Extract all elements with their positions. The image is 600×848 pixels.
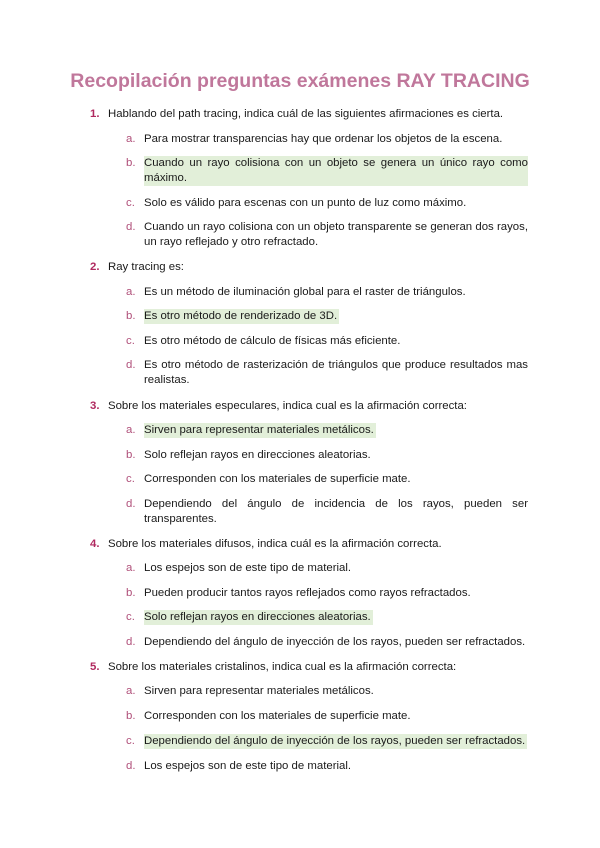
- question-text: Sobre los materiales especulares, indica cual es la afirmación correcta:: [108, 400, 467, 412]
- option-letter: b.: [126, 310, 136, 322]
- option-letter: a.: [126, 685, 136, 697]
- option-letter: d.: [126, 221, 136, 233]
- option-text: Corresponden con los materiales de superficie mate.: [144, 473, 411, 485]
- option-letter: d.: [126, 359, 136, 371]
- option-letter: a.: [126, 286, 136, 298]
- option-text: Dependiendo del ángulo de incidencia de los rayos, pueden ser transparentes.: [144, 498, 528, 525]
- option-letter: b.: [126, 587, 136, 599]
- option-letter: a.: [126, 424, 136, 436]
- option-letter: c.: [126, 473, 135, 485]
- option-text: Cuando un rayo colisiona con un objeto se genera un único rayo como máximo.: [144, 157, 528, 184]
- option-letter: d.: [126, 636, 136, 648]
- question-number: 2.: [90, 261, 100, 273]
- option-letter: a.: [126, 133, 136, 145]
- question-number: 3.: [90, 400, 100, 412]
- question-text: Ray tracing es:: [108, 261, 184, 273]
- option-letter: c.: [126, 335, 135, 347]
- option-text: Solo reflejan rayos en direcciones aleatorias.: [144, 611, 371, 623]
- option-letter: d.: [126, 760, 136, 772]
- option-text: Es un método de iluminación global para el raster de triángulos.: [144, 286, 466, 298]
- option-letter: b.: [126, 449, 136, 461]
- option-text: Cuando un rayo colisiona con un objeto transparente se generan dos rayos, un rayo reflejado y otro refractado.: [144, 221, 528, 248]
- option-letter: b.: [126, 710, 136, 722]
- option-text: Corresponden con los materiales de superficie mate.: [144, 710, 411, 722]
- page-title: Recopilación preguntas exámenes RAY TRACING: [70, 70, 530, 92]
- option-text: Solo es válido para escenas con un punto de luz como máximo.: [144, 197, 467, 209]
- option-text: Sirven para representar materiales metálicos.: [144, 424, 374, 436]
- option-letter: d.: [126, 498, 136, 510]
- option-text: Los espejos son de este tipo de material.: [144, 760, 352, 772]
- question-text: Sobre los materiales cristalinos, indica cual es la afirmación correcta:: [108, 661, 457, 673]
- option-text: Solo reflejan rayos en direcciones aleatorias.: [144, 449, 371, 461]
- option-letter: b.: [126, 157, 136, 169]
- option-text: Es otro método de cálculo de físicas más eficiente.: [144, 335, 401, 347]
- question-number: 1.: [90, 108, 100, 120]
- question-number: 4.: [90, 538, 100, 550]
- option-letter: c.: [126, 197, 135, 209]
- option-text: Es otro método de renderizado de 3D.: [144, 310, 338, 322]
- option-letter: c.: [126, 611, 135, 623]
- option-text: Para mostrar transparencias hay que ordenar los objetos de la escena.: [144, 133, 503, 145]
- option-text: Los espejos son de este tipo de material.: [144, 562, 352, 574]
- option-letter: a.: [126, 562, 136, 574]
- option-letter: c.: [126, 735, 135, 747]
- option-text: Dependiendo del ángulo de inyección de los rayos, pueden ser refractados.: [144, 636, 526, 648]
- question-number: 5.: [90, 661, 100, 673]
- option-text: Sirven para representar materiales metálicos.: [144, 685, 374, 697]
- option-text: Dependiendo del ángulo de inyección de los rayos, pueden ser refractados.: [144, 735, 526, 747]
- option-text: Pueden producir tantos rayos reflejados como rayos refractados.: [144, 587, 471, 599]
- option-text: Es otro método de rasterización de triángulos que produce resultados mas realistas.: [144, 359, 528, 386]
- question-text: Sobre los materiales difusos, indica cuál es la afirmación correcta.: [108, 538, 442, 550]
- question-text: Hablando del path tracing, indica cuál de las siguientes afirmaciones es cierta.: [108, 108, 504, 120]
